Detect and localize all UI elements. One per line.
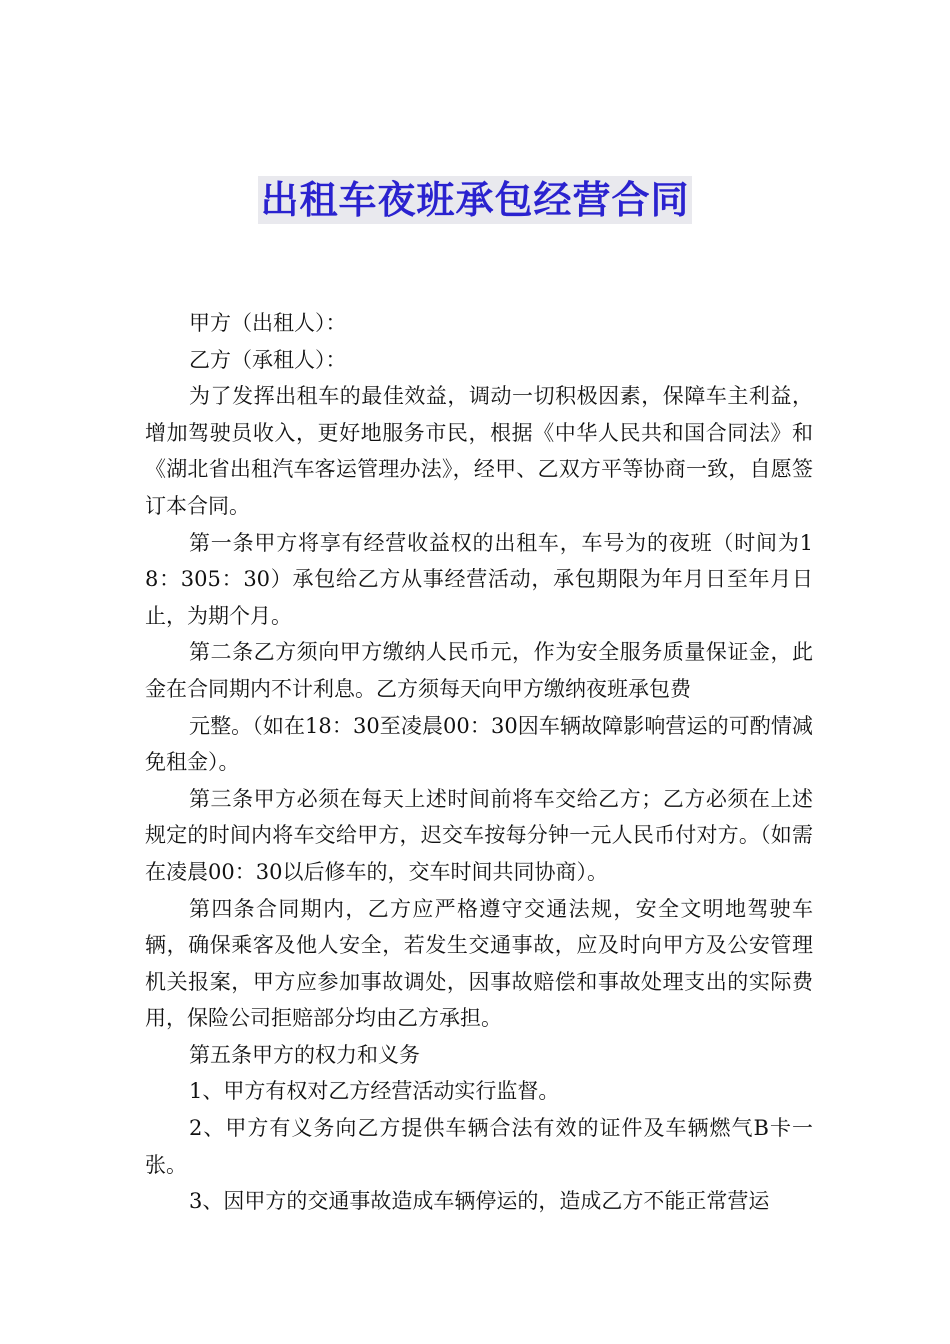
article-5-item-1: 1、甲方有权对乙方经营活动实行监督。 bbox=[189, 1079, 560, 1104]
article-5-heading: 第五条甲方的权力和义务 bbox=[189, 1042, 420, 1067]
article-5-item-3: 3、因甲方的交通事故造成车辆停运的，造成乙方不能正常营运 bbox=[189, 1189, 770, 1214]
article-3-paragraph: 第三条甲方必须在每天上述时间前将车交给乙方；乙方必须在上述规定的时间内将车交给甲方，迟交车按每分钟一元人民币付对方。（如需在凌晨00：30以后修车的，交车时间共同协商）。 bbox=[145, 786, 813, 884]
party-a-line: 甲方（出租人）： bbox=[189, 311, 347, 335]
title-area bbox=[0, 176, 950, 224]
article-4-paragraph: 第四条合同期内，乙方应严格遵守交通法规，安全文明地驾驶车辆，确保乘客及他人安全，若发生交通事故，应及时向甲方及公安管理机关报案，甲方应参加事故调处，因事故赔偿和事故处理支出的实际费用，保险公司拒赔部分均由乙方承担。 bbox=[145, 896, 813, 1031]
document-body bbox=[145, 305, 813, 1220]
article-2-continuation: 元整。（如在18：30至凌晨00：30因车辆故障影响营运的可酌情减免租金）。 bbox=[145, 713, 813, 775]
article-1-paragraph: 第一条甲方将享有经营收益权的出租车，车号为的夜班（时间为18：305：30）承包给乙方从事经营活动，承包期限为年月日至年月日止，为期个月。 bbox=[145, 530, 813, 628]
party-b-line: 乙方（承租人）： bbox=[189, 347, 347, 372]
preamble-paragraph: 为了发挥出租车的最佳效益，调动一切积极因素，保障车主利益，增加驾驶员收入，更好地服务市民，根据《中华人民共和国合同法》和《湖北省出租汽车客运管理办法》，经甲、乙双方平等协商一致，自愿签订本合同。 bbox=[145, 384, 813, 518]
article-2-paragraph: 第二条乙方须向甲方缴纳人民币元，作为安全服务质量保证金，此金在合同期内不计利息。乙方须每天向甲方缴纳夜班承包费 bbox=[145, 640, 813, 701]
article-5-item-2: 2、甲方有义务向乙方提供车辆合法有效的证件及车辆燃气B卡一张。 bbox=[145, 1116, 813, 1177]
document-title: 出租车夜班承包经营合同 bbox=[260, 178, 690, 222]
